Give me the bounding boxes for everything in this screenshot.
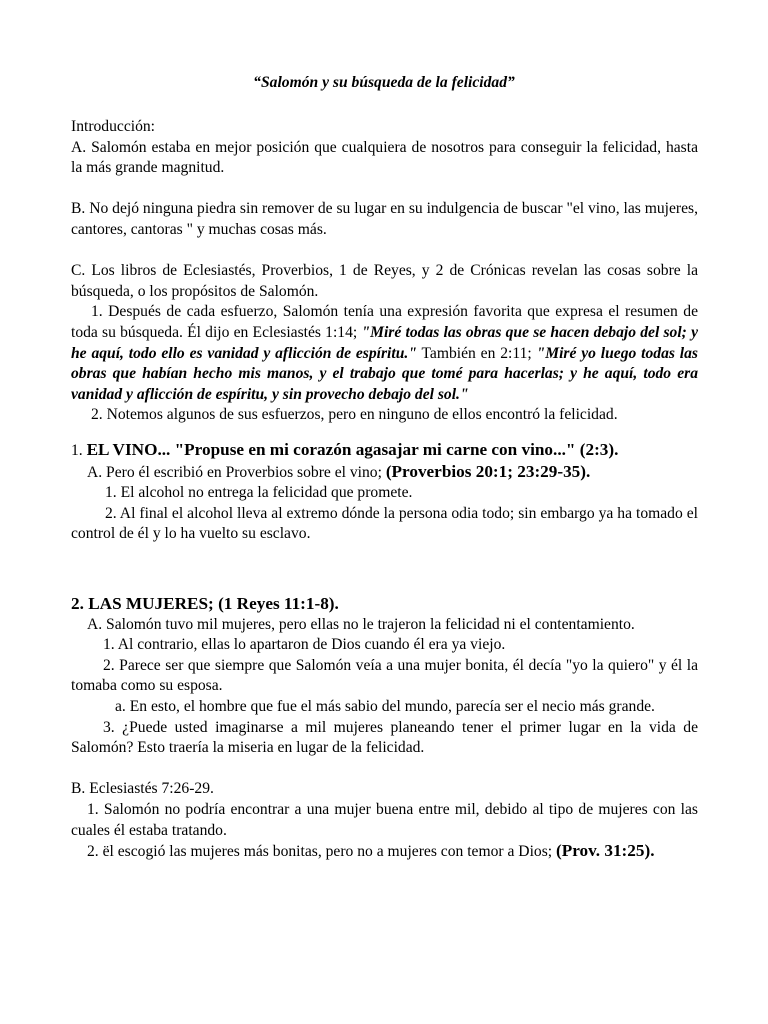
section-2-point-a2: 2. Parece ser que siempre que Salomón veía a una mujer bonita, él decía "yo la quiero" y él la tomaba como su esposa. bbox=[71, 656, 698, 695]
section-women bbox=[71, 594, 698, 863]
section-1-point-2: 2. Al final el alcohol lleva al extremo dónde la persona odia todo; sin embargo ya ha tomado el control de él y lo ha vuelto su esclavo. bbox=[71, 504, 698, 543]
intro-point-a: A. Salomón estaba en mejor posición que cualquiera de nosotros para conseguir la felicidad, hasta la más grande magnitud. bbox=[71, 138, 698, 177]
intro-c1-text-2: También en 2:11; bbox=[416, 344, 537, 362]
intro-point-c2: 2. Notemos algunos de sus esfuerzos, pero en ninguno de ellos encontró la felicidad. bbox=[91, 406, 618, 424]
intro-point-b: B. No dejó ninguna piedra sin remover de su lugar en su indulgencia de buscar "el vino, las mujeres, cantores, cantoras " y muchas cosas más. bbox=[71, 200, 698, 238]
section-2-point-a1: 1. Al contrario, ellas lo apartaron de Dios cuando él era ya viejo. bbox=[103, 636, 506, 654]
intro-c1-text-1: 1. Después de cada esfuerzo, Salomón tenía una expresión favorita que expresa el resumen de toda su búsqueda. Él dijo en Eclesiastés 1:14; bbox=[71, 303, 698, 341]
section-2-point-b: B. Eclesiastés 7:26-29. bbox=[71, 780, 214, 798]
section-2-heading: 2. LAS MUJERES; (1 Reyes 11:1-8). bbox=[71, 594, 339, 613]
section-2-point-b1: 1. Salomón no podría encontrar a una mujer buena entre mil, debido al tipo de mujeres con las cuales él estaba tratando. bbox=[71, 800, 698, 839]
intro-heading: Introducción: bbox=[71, 118, 156, 135]
intro-point-c: C. Los libros de Eclesiastés, Proverbios, 1 de Reyes, y 2 de Crónicas revelan las cosas sobre la búsqueda, o los propósitos de Salomón. bbox=[71, 262, 698, 300]
document-title: “Salomón y su búsqueda de la felicidad” bbox=[253, 74, 515, 91]
introduction-section bbox=[71, 117, 698, 426]
section-wine bbox=[71, 440, 698, 545]
section-1-a-text: A. Pero él escribió en Proverbios sobre el vino; bbox=[87, 463, 386, 481]
section-1-heading bbox=[71, 440, 698, 462]
section-1-point-1: 1. El alcohol no entrega la felicidad que promete. bbox=[105, 484, 413, 502]
section-2-b2-reference: (Prov. 31:25). bbox=[556, 841, 655, 861]
section-2-b2-text: 2. ël escogió las mujeres más bonitas, pero no a mujeres con temor a Dios; bbox=[87, 843, 556, 861]
intro-c1-quote-1: "Miré todas las obras que se hacen debajo del sol; y he aquí, todo ello es vanidad y aflicción de espíritu." bbox=[71, 323, 698, 362]
section-2-point-a: A. Salomón tuvo mil mujeres, pero ellas no le trajeron la felicidad ni el contentamiento. bbox=[87, 615, 635, 633]
section-2-point-a2a: a. En esto, el hombre que fue el más sabio del mundo, parecía ser el necio más grande. bbox=[115, 697, 655, 715]
section-1-number: 1. bbox=[71, 442, 87, 459]
intro-point-c1 bbox=[71, 302, 698, 405]
section-1-a-reference: (Proverbios 20:1; 23:29-35). bbox=[385, 461, 591, 481]
section-1-point-a bbox=[71, 462, 698, 484]
section-2-point-b2 bbox=[71, 841, 698, 863]
section-1-title: EL VINO... "Propuse en mi corazón agasajar mi carne con vino..." (2:3). bbox=[86, 440, 619, 459]
intro-c1-quote-2: "Miré yo luego todas las obras que habían hecho mis manos, y el trabajo que tomé para hacerlas; y he aquí, todo era vanidad y aflicción de espíritu, y sin provecho debajo del sol." bbox=[71, 344, 698, 403]
section-2-point-a3: 3. ¿Puede usted imaginarse a mil mujeres planeando tener el primer lugar en la vida de Salomón? Esto traería la miseria en lugar de la felicidad. bbox=[71, 718, 698, 757]
